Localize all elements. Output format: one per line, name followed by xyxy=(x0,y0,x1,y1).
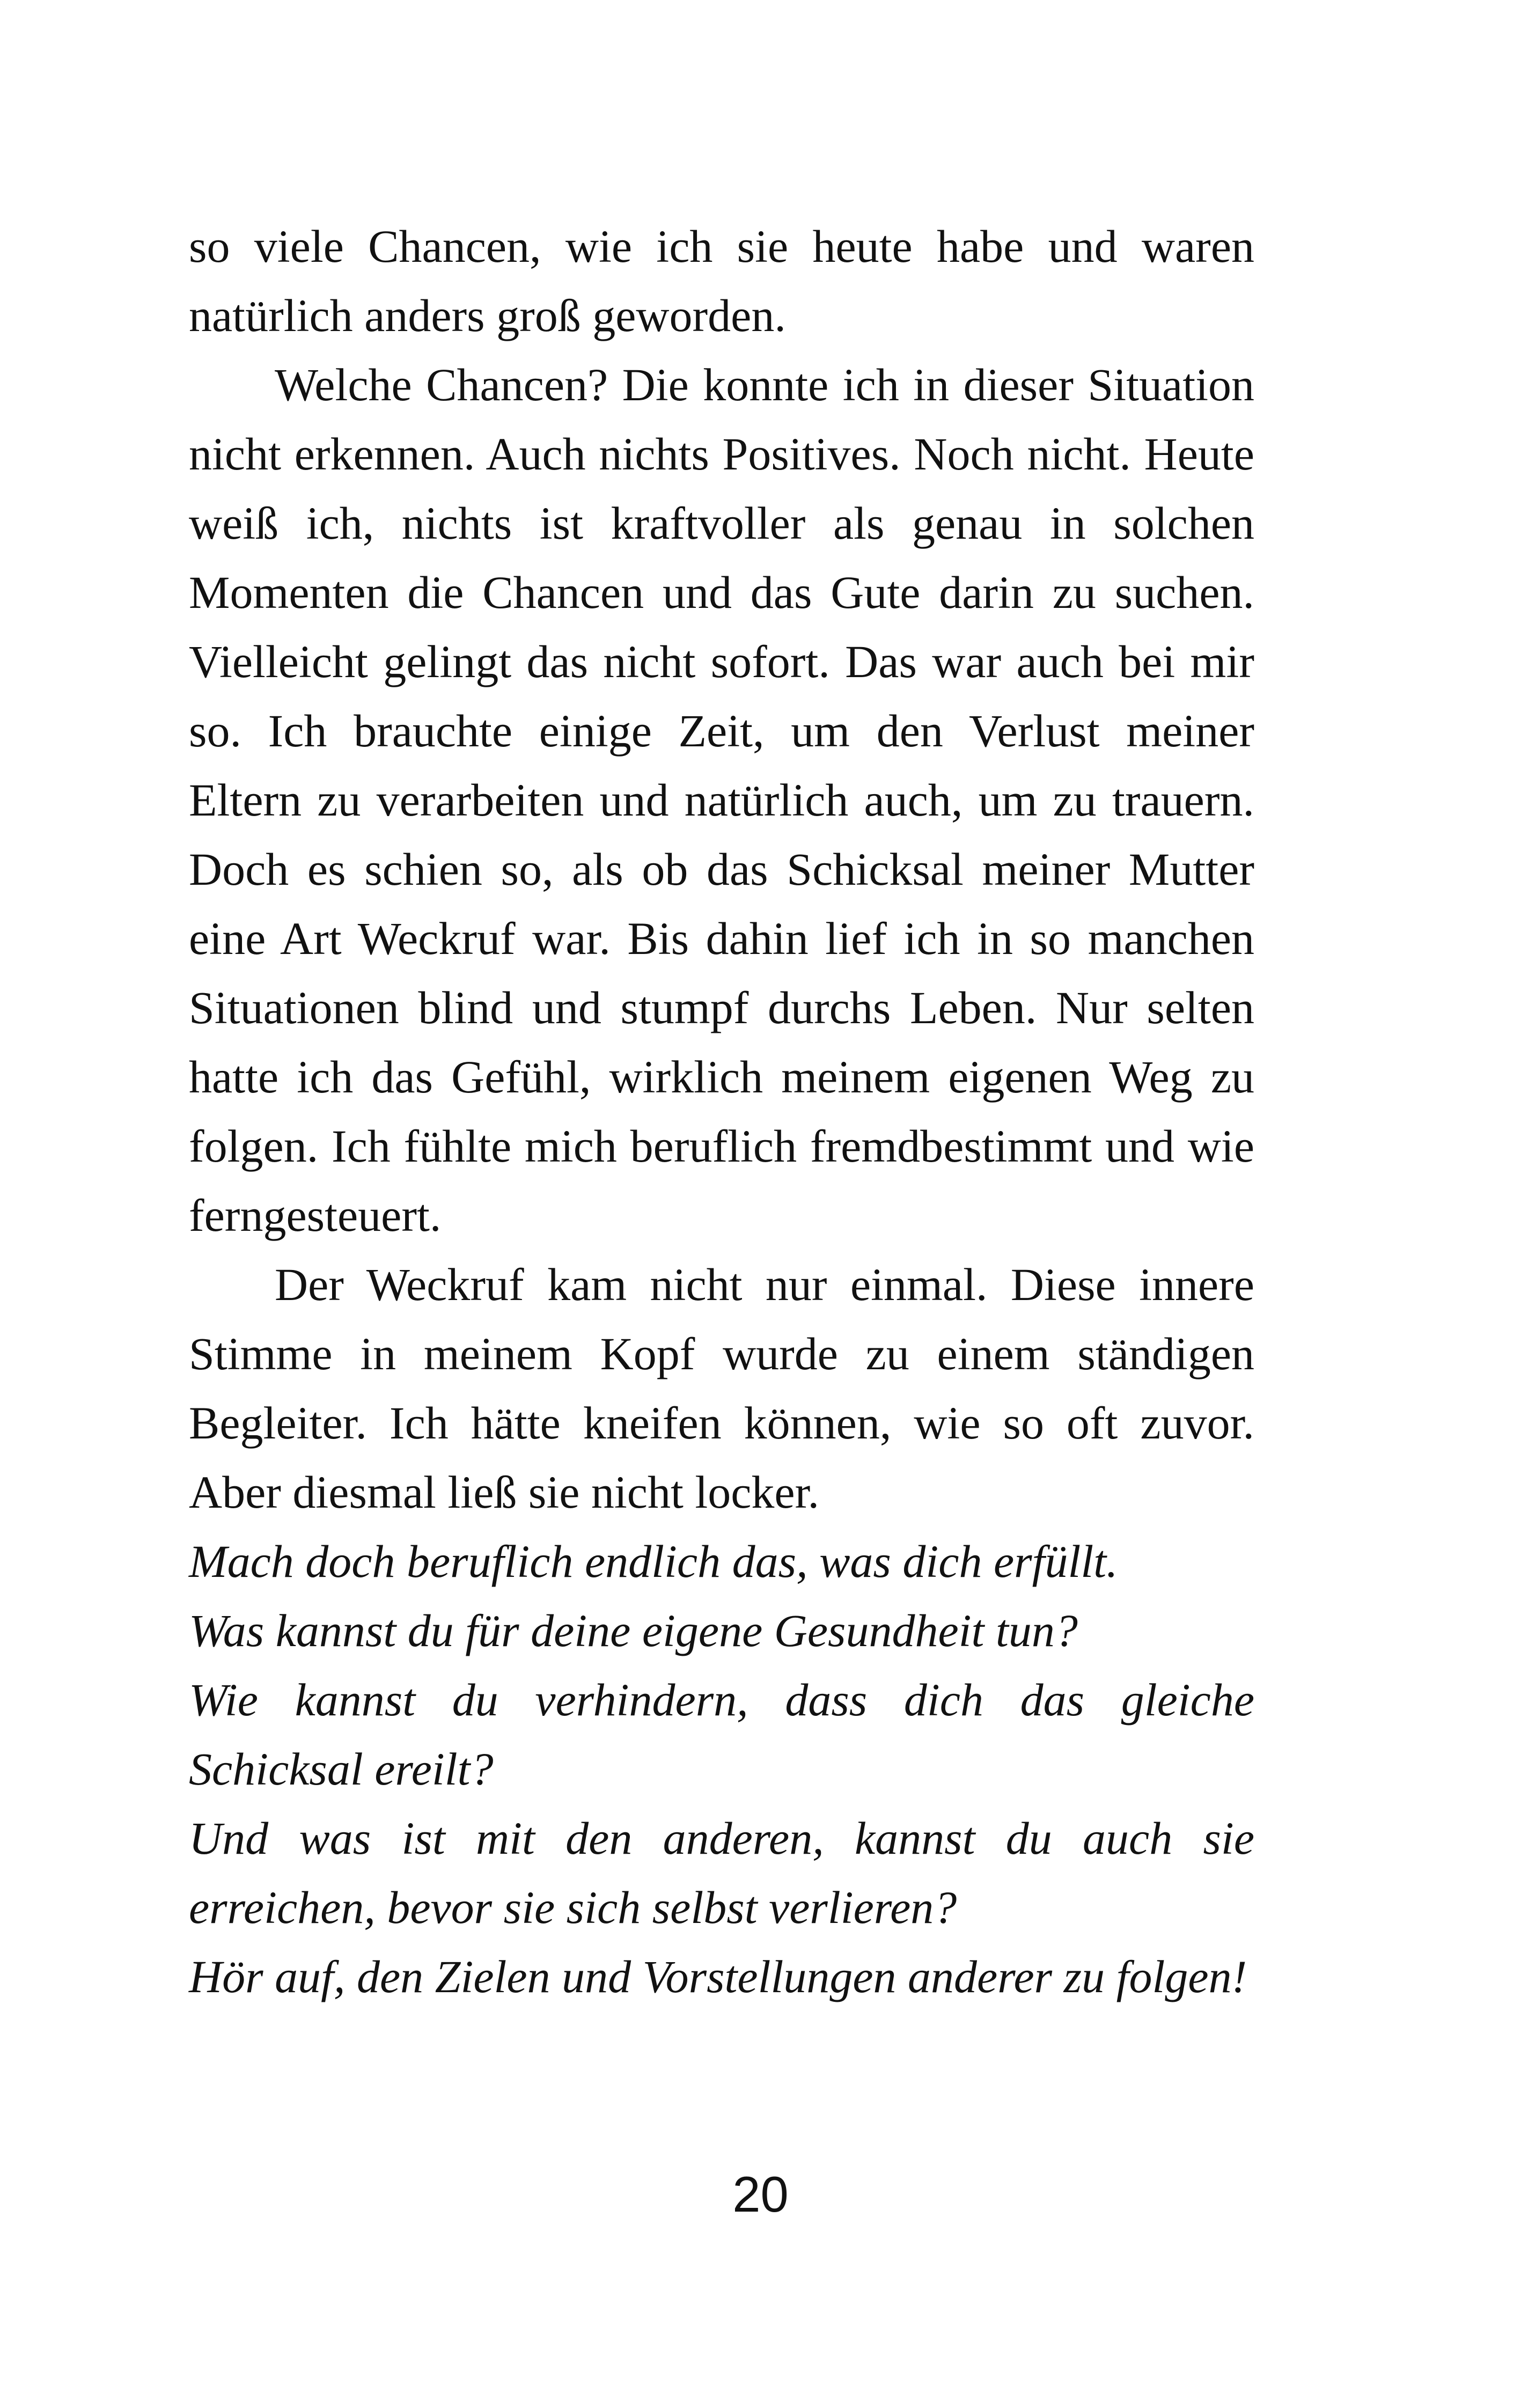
inner-voice-line-5: Hör auf, den Zielen und Vorstellungen anderer zu folgen! xyxy=(189,1951,1247,2002)
page-number: 20 xyxy=(732,2166,789,2222)
body-text xyxy=(189,212,1254,2011)
paragraph-weckruf: Der Weckruf kam nicht nur einmal. Diese innere Stimme in meinem Kopf wurde zu einem ständigen Begleiter. Ich hätte kneifen können, wie so oft zuvor. Aber diesmal ließ sie nicht locker. xyxy=(189,1259,1254,1518)
inner-voice-line-3: Wie kannst du verhindern, dass dich das gleiche Schicksal ereilt? xyxy=(189,1674,1254,1795)
inner-voice-line-4: Und was ist mit den anderen, kannst du auch sie erreichen, bevor sie sich selbst verlieren? xyxy=(189,1812,1254,1933)
paragraph-welche-chancen: Welche Chancen? Die konnte ich in dieser Situation nicht erkennen. Auch nichts Positives. Noch nicht. Heute weiß ich, nichts ist kraftvoller als genau in solchen Momenten die Chancen und das Gute darin zu suchen. Vielleicht gelingt das nicht sofort. Das war auch bei mir so. Ich brauchte einige Zeit, um den Verlust meiner Eltern zu verarbeiten und natürlich auch, um zu trauern. Doch es schien so, als ob das Schicksal meiner Mutter eine Art Weckruf war. Bis dahin lief ich in so manchen Situationen blind und stumpf durchs Leben. Nur selten hatte ich das Gefühl, wirklich meinem eigenen Weg zu folgen. Ich fühlte mich beruflich fremdbestimmt und wie ferngesteuert. xyxy=(189,359,1254,1241)
inner-voice-line-2: Was kannst du für deine eigene Gesundheit tun? xyxy=(189,1605,1078,1656)
inner-voice-line-1: Mach doch beruflich endlich das, was dich erfüllt. xyxy=(189,1536,1118,1587)
paragraph-chancen-intro: so viele Chancen, wie ich sie heute habe und waren natürlich anders groß geworden. xyxy=(189,221,1254,341)
